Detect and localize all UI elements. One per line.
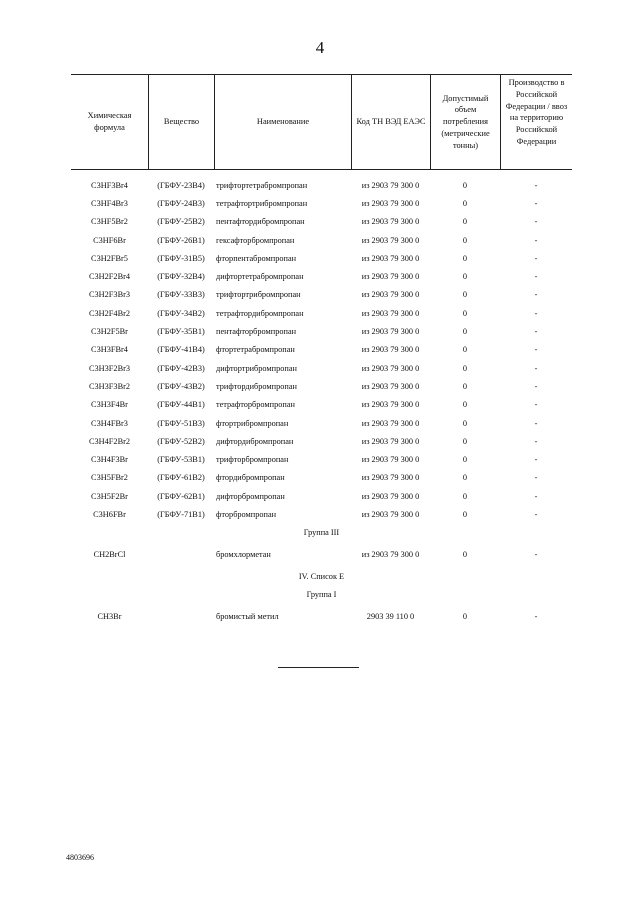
cell-name: трифтордибромпропан	[216, 381, 297, 391]
cell-quantity: 0	[462, 180, 468, 190]
cell-production: -	[534, 198, 538, 208]
cell-formula: C3H2FBr5	[91, 253, 128, 263]
page-number: 4	[315, 38, 325, 57]
table-row	[71, 604, 572, 630]
cell-production: -	[534, 473, 538, 483]
cell-substance: (ГБФУ-25В2)	[157, 217, 205, 227]
table-body	[71, 176, 572, 524]
cell-quantity: 0	[462, 272, 468, 282]
cell-quantity: 0	[462, 550, 468, 560]
cell-formula: C3HF5Br2	[91, 217, 128, 227]
cell-name: дифторбромпропан	[216, 491, 285, 501]
cell-production: -	[534, 180, 538, 190]
cell-formula: C3H5FBr2	[91, 473, 128, 483]
cell-name: тетрафтортрибромпропан	[216, 198, 308, 208]
cell-code: из 2903 79 300 0	[361, 290, 420, 300]
cell-substance: (ГБФУ-61В2)	[157, 473, 205, 483]
cell-production: -	[534, 290, 538, 300]
cell-quantity: 0	[462, 327, 468, 337]
cell-substance: (ГБФУ-34В2)	[157, 308, 205, 318]
cell-name: дифтортрибромпропан	[216, 363, 297, 373]
table-row	[71, 267, 572, 285]
cell-code: из 2903 79 300 0	[361, 491, 420, 501]
cell-quantity: 0	[462, 418, 468, 428]
table-row	[71, 469, 572, 487]
cell-production: -	[534, 418, 538, 428]
cell-name: пентафтордибромпропан	[216, 217, 305, 227]
cell-production: -	[534, 272, 538, 282]
cell-formula: C3H4F3Br	[91, 455, 128, 465]
cell-code: 2903 39 110 0	[366, 612, 415, 622]
cell-substance: (ГБФУ-71В1)	[157, 509, 205, 519]
cell-name: дифтортетрабромпропан	[216, 272, 304, 282]
cell-substance: (ГБФУ-53В1)	[157, 455, 205, 465]
cell-name: фтортетрабромпропан	[216, 345, 295, 355]
cell-quantity: 0	[462, 198, 468, 208]
cell-code: из 2903 79 300 0	[361, 235, 420, 245]
cell-substance: (ГБФУ-62В1)	[157, 491, 205, 501]
cell-code: из 2903 79 300 0	[361, 363, 420, 373]
cell-name: бромистый метил	[216, 612, 279, 622]
cell-substance: (ГБФУ-31В5)	[157, 253, 205, 263]
cell-production: -	[534, 612, 538, 622]
header-code: Код ТН ВЭД ЕАЭС	[351, 75, 430, 169]
substances-table	[71, 74, 572, 630]
cell-name: пентафторбромпропан	[216, 327, 297, 337]
table-row	[71, 194, 572, 212]
table-row	[71, 249, 572, 267]
cell-code: из 2903 79 300 0	[361, 253, 420, 263]
header-formula: Химическая формула	[87, 111, 132, 132]
cell-code: из 2903 79 300 0	[361, 345, 420, 355]
table-row	[71, 414, 572, 432]
cell-formula: C3H2F3Br3	[88, 290, 131, 300]
cell-substance: (ГБФУ-24В3)	[157, 198, 205, 208]
cell-substance: (ГБФУ-52В2)	[157, 436, 205, 446]
cell-formula: C3H3FBr4	[91, 345, 128, 355]
cell-code: из 2903 79 300 0	[361, 198, 420, 208]
table-row	[71, 487, 572, 505]
cell-production: -	[534, 327, 538, 337]
table-row	[71, 176, 572, 194]
cell-production: -	[534, 550, 538, 560]
cell-name: трифтортрибромпропан	[216, 290, 301, 300]
cell-substance: (ГБФУ-35В1)	[157, 327, 205, 337]
cell-production: -	[534, 217, 538, 227]
cell-name: гексафторбромпропан	[216, 235, 295, 245]
list-e-heading: IV. Список Е	[298, 572, 345, 582]
cell-name: фтортрибромпропан	[216, 418, 289, 428]
cell-quantity: 0	[462, 612, 468, 622]
header-substance: Вещество	[148, 75, 214, 169]
table-row	[71, 322, 572, 340]
cell-quantity: 0	[462, 381, 468, 391]
cell-name: фторпентабромпропан	[216, 253, 297, 263]
cell-formula: CH3Br	[97, 612, 122, 622]
cell-formula: C3HF6Br	[93, 235, 126, 245]
table-row	[71, 450, 572, 468]
cell-code: из 2903 79 300 0	[361, 180, 420, 190]
table-row	[71, 213, 572, 231]
cell-code: из 2903 79 300 0	[361, 217, 420, 227]
document-id: 4803696	[66, 853, 94, 862]
cell-formula: C3HF3Br4	[91, 180, 128, 190]
cell-code: из 2903 79 300 0	[361, 327, 420, 337]
cell-code: из 2903 79 300 0	[361, 272, 420, 282]
cell-quantity: 0	[462, 217, 468, 227]
cell-formula: C3H4F2Br2	[88, 436, 131, 446]
cell-code: из 2903 79 300 0	[361, 436, 420, 446]
cell-substance: (ГБФУ-26В1)	[157, 235, 205, 245]
cell-code: из 2903 79 300 0	[361, 308, 420, 318]
table-row	[71, 377, 572, 395]
table-row	[71, 359, 572, 377]
cell-quantity: 0	[462, 491, 468, 501]
cell-code: из 2903 79 300 0	[361, 418, 420, 428]
cell-quantity: 0	[462, 253, 468, 263]
cell-name: тетрафторбромпропан	[216, 400, 295, 410]
cell-name: тетрафтордибромпропан	[216, 308, 304, 318]
table-row	[71, 304, 572, 322]
cell-quantity: 0	[462, 473, 468, 483]
header-name: Наименование	[214, 75, 351, 169]
cell-quantity: 0	[462, 400, 468, 410]
header-allowed-consumption: Допустимый объем потребления (метрические тонны)	[430, 75, 500, 169]
cell-formula: C3H5F2Br	[91, 491, 128, 501]
cell-production: -	[534, 455, 538, 465]
footer-divider	[278, 667, 359, 668]
table-row	[71, 432, 572, 450]
cell-production: -	[534, 235, 538, 245]
cell-quantity: 0	[462, 436, 468, 446]
cell-formula: C3H2F2Br4	[88, 272, 131, 282]
cell-production: -	[534, 509, 538, 519]
group-iii-heading: Группа III	[303, 528, 340, 538]
cell-substance: (ГБФУ-23В4)	[157, 180, 205, 190]
cell-name: трифторбромпропан	[216, 455, 289, 465]
cell-quantity: 0	[462, 455, 468, 465]
cell-name: фторбромпропан	[216, 509, 277, 519]
cell-substance: (ГБФУ-41В4)	[157, 345, 205, 355]
table-row	[71, 396, 572, 414]
cell-code: из 2903 79 300 0	[361, 509, 420, 519]
table-row	[71, 286, 572, 304]
cell-production: -	[534, 491, 538, 501]
cell-formula: C3HF4Br3	[91, 198, 128, 208]
cell-formula: C3H4FBr3	[91, 418, 128, 428]
cell-substance: (ГБФУ-42В3)	[157, 363, 205, 373]
table-header	[71, 74, 572, 170]
cell-name: фтордибромпропан	[216, 473, 285, 483]
table-row	[71, 341, 572, 359]
cell-production: -	[534, 345, 538, 355]
cell-substance: (ГБФУ-33В3)	[157, 290, 205, 300]
cell-substance: (ГБФУ-51В3)	[157, 418, 205, 428]
cell-production: -	[534, 381, 538, 391]
cell-quantity: 0	[462, 290, 468, 300]
cell-production: -	[534, 363, 538, 373]
cell-formula: CH2BrCl	[93, 550, 126, 560]
cell-production: -	[534, 253, 538, 263]
cell-production: -	[534, 436, 538, 446]
cell-quantity: 0	[462, 235, 468, 245]
cell-code: из 2903 79 300 0	[361, 400, 420, 410]
cell-substance: (ГБФУ-32В4)	[157, 272, 205, 282]
cell-quantity: 0	[462, 345, 468, 355]
cell-quantity: 0	[462, 363, 468, 373]
cell-code: из 2903 79 300 0	[361, 473, 420, 483]
cell-formula: C3H2F4Br2	[88, 308, 131, 318]
cell-quantity: 0	[462, 308, 468, 318]
group-i-heading: Группа I	[306, 590, 337, 600]
cell-code: из 2903 79 300 0	[361, 550, 420, 560]
cell-production: -	[534, 400, 538, 410]
cell-formula: C3H2F5Br	[91, 327, 128, 337]
table-row	[71, 542, 572, 568]
header-production-import: Производство в Российской Федерации / ввоз на территорию Российской Федерации	[500, 75, 572, 169]
cell-name: бромхлорметан	[216, 550, 271, 560]
cell-name: трифтортетрабромпропан	[216, 180, 308, 190]
cell-code: из 2903 79 300 0	[361, 455, 420, 465]
cell-quantity: 0	[462, 509, 468, 519]
cell-formula: C3H3F4Br	[91, 400, 128, 410]
cell-formula: C3H6FBr	[93, 509, 126, 519]
cell-substance: (ГБФУ-43В2)	[157, 381, 205, 391]
cell-formula: C3H3F2Br3	[88, 363, 131, 373]
cell-substance: (ГБФУ-44В1)	[157, 400, 205, 410]
table-row	[71, 231, 572, 249]
cell-formula: C3H3F3Br2	[88, 381, 131, 391]
cell-code: из 2903 79 300 0	[361, 381, 420, 391]
table-row	[71, 505, 572, 523]
cell-production: -	[534, 308, 538, 318]
cell-name: дифтордибромпропан	[216, 436, 294, 446]
